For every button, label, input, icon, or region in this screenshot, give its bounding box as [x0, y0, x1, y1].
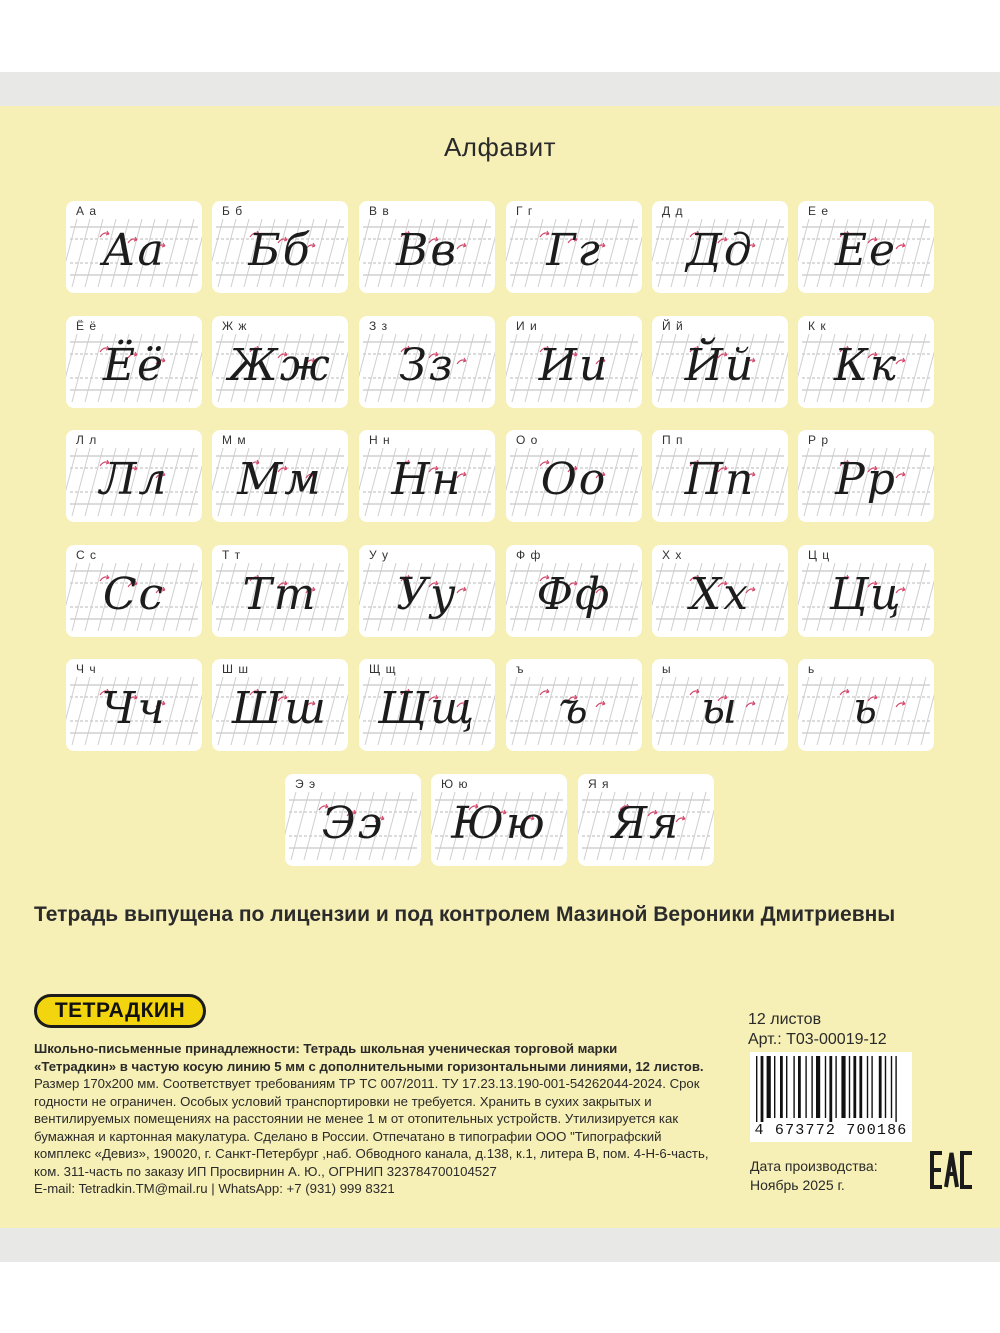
letter-card — [66, 545, 202, 637]
cursive-letter: Тт — [242, 569, 318, 620]
cursive-letter: Щщ — [377, 683, 477, 734]
cursive-letter: Дд — [686, 225, 754, 276]
cursive-letter: Ёё — [102, 340, 166, 391]
letter-pair-label: Я я — [588, 777, 610, 791]
cursive-letter: Йй — [684, 340, 756, 391]
cursive-letter: Цц — [829, 569, 903, 620]
letter-pair-label: Ч ч — [76, 662, 97, 676]
barcode-digits: 4 673772 700186 — [754, 1122, 908, 1139]
cursive-letter: Ее — [834, 225, 898, 276]
letter-card — [578, 774, 714, 866]
info-line-1: Школьно-письменные принадлежности: Тетрадь школьная ученическая торговой марки — [34, 1041, 618, 1056]
cursive-letter: Ии — [538, 340, 610, 391]
letter-pair-label: Ж ж — [222, 319, 248, 333]
cursive-letter: Нн — [391, 454, 463, 505]
letter-card — [66, 430, 202, 522]
letter-card — [212, 430, 348, 522]
page-title: Алфавит — [443, 132, 557, 162]
letter-card — [652, 430, 788, 522]
cursive-letter: Жж — [228, 340, 332, 391]
letter-card — [359, 430, 495, 522]
cursive-letter: Юю — [451, 798, 547, 849]
letter-pair-label: Д д — [662, 204, 684, 218]
letter-pair-label: Х х — [662, 548, 683, 562]
letter-card — [506, 545, 642, 637]
letter-card — [506, 316, 642, 408]
cursive-letter: Фф — [536, 569, 612, 620]
letter-pair-label: Т т — [222, 548, 242, 562]
cursive-letter: ъ — [558, 683, 590, 734]
letter-card — [66, 201, 202, 293]
letter-pair-label: Н н — [369, 433, 391, 447]
letter-pair-label: ь — [808, 662, 816, 676]
info-line-6: бумажная и картонная макулатура. Сделано в России. Отпечатано в типографии ООО "Типографский — [34, 1128, 662, 1144]
letter-pair-label: М м — [222, 433, 247, 447]
cursive-letter: Шш — [232, 683, 328, 734]
letter-card — [359, 316, 495, 408]
info-line-4: годности не ограничен. Особых условий транспортировки не требуется. Хранить в сухих закрытых и — [34, 1093, 652, 1109]
letter-pair-label: Ф ф — [516, 548, 542, 562]
cursive-letter: Хх — [689, 569, 751, 620]
letter-card — [652, 201, 788, 293]
letter-card — [798, 659, 934, 751]
cursive-letter: Пп — [684, 454, 756, 505]
letter-card — [359, 545, 495, 637]
letter-card — [652, 316, 788, 408]
cursive-letter: ь — [853, 683, 879, 734]
letter-card — [798, 201, 934, 293]
product-info — [34, 1040, 739, 1198]
letter-card — [212, 659, 348, 751]
letter-card — [66, 659, 202, 751]
letter-pair-label: П п — [662, 433, 684, 447]
letter-pair-label: И и — [516, 319, 538, 333]
letter-pair-label: З з — [369, 319, 389, 333]
letter-pair-label: О о — [516, 433, 539, 447]
letter-card — [359, 201, 495, 293]
letter-pair-label: Ц ц — [808, 548, 831, 562]
cursive-letter: Мм — [237, 454, 323, 505]
letter-card — [798, 316, 934, 408]
letter-pair-label: Е е — [808, 204, 830, 218]
cursive-letter: Гг — [546, 225, 602, 276]
info-line-9: E-mail: Tetradkin.TM@mail.ru | WhatsApp: +7 (931) 999 8321 — [34, 1181, 395, 1196]
letter-card — [212, 545, 348, 637]
brand-logo: ТЕТРАДКИН — [34, 994, 206, 1028]
cursive-letter: Бб — [248, 225, 312, 276]
barcode-bars — [750, 1052, 912, 1122]
cursive-letter: Уу — [396, 569, 458, 620]
letter-pair-label: Э э — [295, 777, 317, 791]
letter-pair-label: Б б — [222, 204, 244, 218]
letter-pair-label: С с — [76, 548, 97, 562]
letter-card — [359, 659, 495, 751]
cursive-letter: Оо — [540, 454, 608, 505]
cursive-letter: Вв — [396, 225, 458, 276]
cursive-letter: Аа — [102, 225, 166, 276]
cursive-letter: ы — [701, 683, 739, 734]
cursive-letter: Зз — [399, 340, 455, 391]
letter-pair-label: Ш ш — [222, 662, 249, 676]
letter-pair-label: Ё ё — [76, 319, 98, 333]
letter-pair-label: В в — [369, 204, 390, 218]
letter-card — [506, 201, 642, 293]
letter-pair-label: Г г — [516, 204, 534, 218]
info-line-3: Размер 170х200 мм. Соответствует требованиям ТР ТС 007/2011. ТУ 17.23.13.190-001-54262044-2024. Срок — [34, 1076, 700, 1091]
info-line-2: «Тетрадкин» в частую косую линию 5 мм с дополнительными горизонтальными линиями, 12 листов. — [34, 1058, 704, 1074]
letter-pair-label: Р р — [808, 433, 830, 447]
letter-card — [652, 659, 788, 751]
letter-card — [798, 430, 934, 522]
letter-pair-label: ъ — [516, 662, 525, 676]
bottom-gray-strip — [0, 1228, 1000, 1262]
article-number: Арт.: Т03-00019-12 — [748, 1031, 887, 1048]
letter-card — [506, 659, 642, 751]
letter-pair-label: Л л — [76, 433, 98, 447]
letter-pair-label: Ю ю — [441, 777, 469, 791]
letter-pair-label: У у — [369, 548, 389, 562]
letter-pair-label: Щ щ — [369, 662, 397, 676]
letter-card — [652, 545, 788, 637]
cursive-letter: Лл — [99, 454, 169, 505]
cursive-letter: Сс — [102, 569, 166, 620]
sheet-count: 12 листов — [748, 1011, 822, 1028]
top-gray-strip — [0, 72, 1000, 106]
letter-pair-label: К к — [808, 319, 827, 333]
eac-mark-icon — [930, 1150, 974, 1190]
production-date: Ноябрь 2025 г. — [750, 1177, 845, 1193]
letter-card — [212, 201, 348, 293]
info-line-7: комплекс «Девиз», 190020, г. Санкт-Петербург ,наб. Обводного канала, д.138, к.1, литера В, пом. 4-Н-6-часть, — [34, 1146, 709, 1161]
letter-card — [212, 316, 348, 408]
cursive-letter: Кк — [833, 340, 899, 391]
cursive-letter: Яя — [611, 798, 681, 849]
letter-card — [506, 430, 642, 522]
cursive-letter: Чч — [101, 683, 167, 734]
info-line-5: вентилируемых помещениях на расстоянии не менее 1 м от отопительных устройств. Утилизируется как — [34, 1111, 679, 1126]
letter-pair-label: Й й — [662, 319, 684, 333]
letter-card — [431, 774, 567, 866]
letter-pair-label: ы — [662, 662, 672, 676]
license-statement: Тетрадь выпущена по лицензии и под контролем Мазиной Вероники Дмитриевны — [34, 903, 896, 926]
letter-card — [66, 316, 202, 408]
letter-pair-label: А а — [76, 204, 98, 218]
cursive-letter: Ээ — [321, 798, 385, 849]
cursive-letter: Рр — [835, 454, 897, 505]
letter-card — [798, 545, 934, 637]
production-date-label: Дата производства: — [750, 1158, 878, 1174]
letter-card — [285, 774, 421, 866]
barcode — [750, 1052, 912, 1142]
info-line-8: ком. 311-часть по заказу ИП Просвирнин А. Ю., ОГРНИП 323784700104527 — [34, 1163, 497, 1179]
